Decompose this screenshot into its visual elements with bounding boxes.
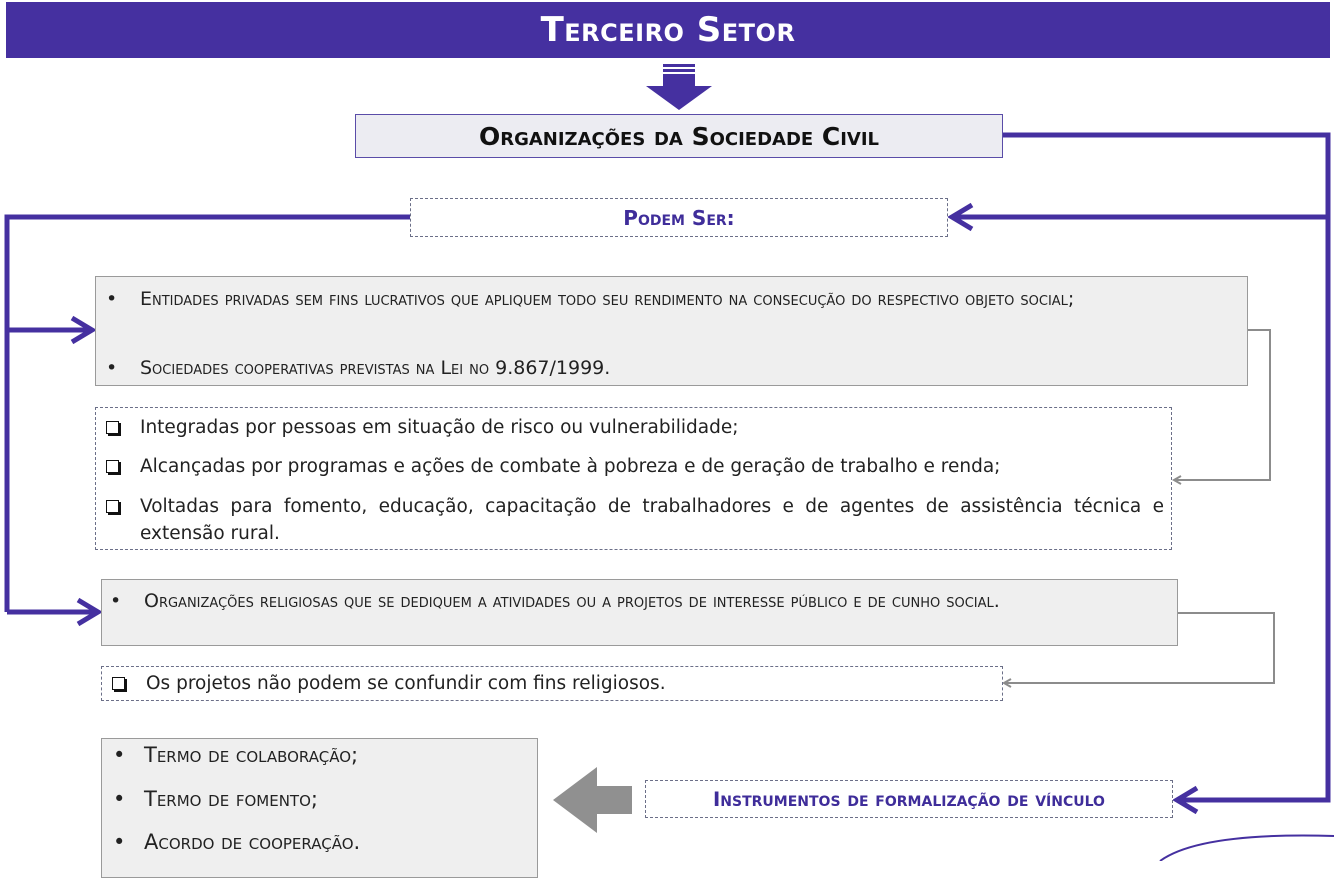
osc-box: Organizações da Sociedade Civil (355, 114, 1003, 158)
left-arrow-icon (553, 767, 632, 833)
bullet-icon: • (113, 830, 126, 854)
group1-conditions-box: Integradas por pessoas em situação de risco ou vulnerabilidade; Alcançadas por programas e ações de combate à pobreza e de geração de trabalho e renda; Voltadas para fomento, educação, capacitação de trabalhadores e de agentes de assistência técnica e extensão rural. (95, 407, 1172, 550)
page-title: Terceiro Setor (6, 2, 1330, 58)
down-arrow-icon (646, 64, 712, 110)
group2-box: • Organizações religiosas que se dediquem a atividades ou a projetos de interesse público e de cunho social. (101, 579, 1178, 646)
group1-box: • Entidades privadas sem fins lucrativos que apliquem todo seu rendimento na consecução do respectivo objeto social; • Sociedades cooperativas previstas na Lei no 9.867/1999. (95, 276, 1248, 386)
checkbox-square-icon (106, 460, 119, 473)
checkbox-square-icon (106, 500, 119, 513)
podem-ser-label: Podem Ser: (410, 198, 948, 237)
bullet-icon: • (106, 357, 118, 379)
bullet-icon: • (113, 787, 126, 811)
group2-conditions-box: Os projetos não podem se confundir com fins religiosos. (101, 666, 1003, 701)
checkbox-square-icon (112, 677, 125, 690)
checkbox-square-icon (106, 421, 119, 434)
bullet-icon: • (110, 590, 122, 612)
decorative-curve (1160, 836, 1334, 861)
instrumentos-label: Instrumentos de formalização de vínculo (645, 780, 1173, 818)
bullet-icon: • (113, 743, 126, 767)
bullet-icon: • (106, 288, 118, 310)
